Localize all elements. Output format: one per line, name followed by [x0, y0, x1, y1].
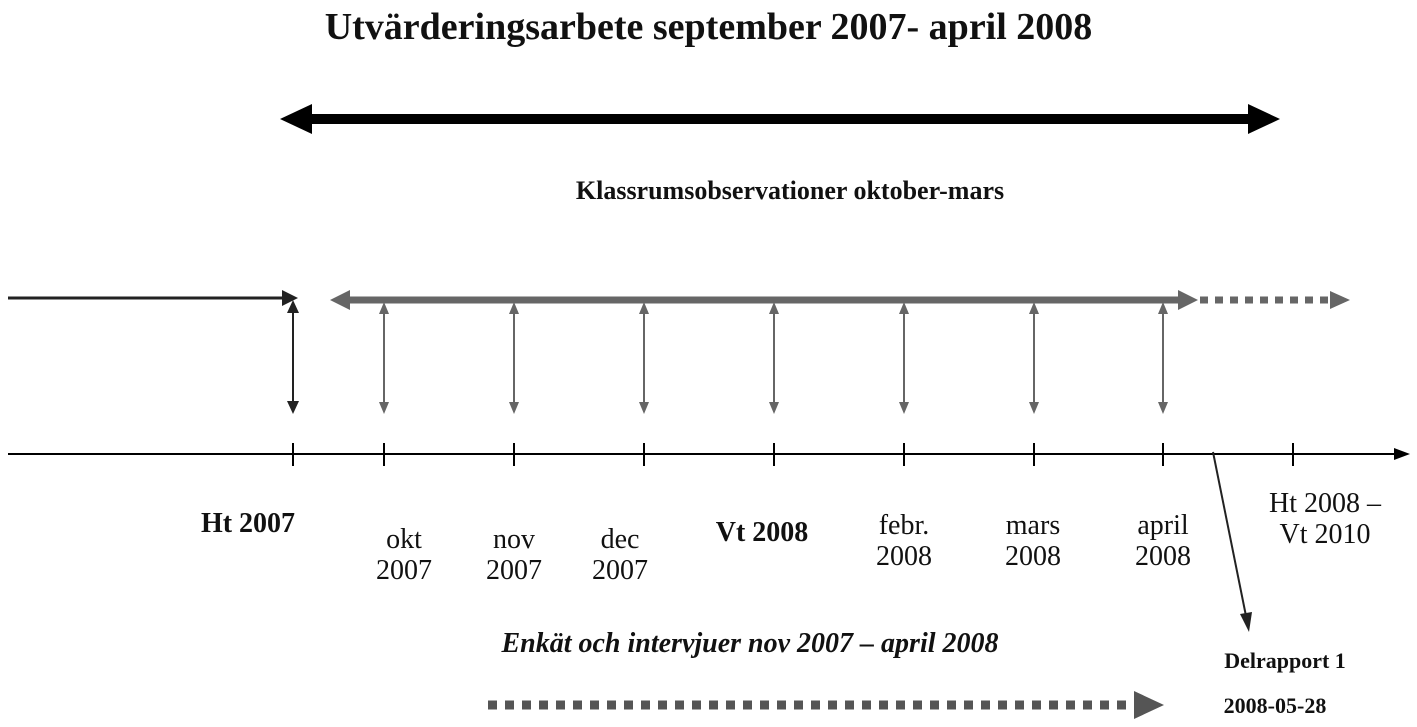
label-future-line2: Vt 2010 — [1279, 519, 1371, 551]
label-dec-month: dec — [600, 524, 640, 555]
observation-label: Klassrumsobservationer oktober-mars — [575, 176, 1005, 205]
label-okt-year: 2007 — [376, 555, 432, 587]
label-febr-month: febr. — [878, 510, 930, 541]
connector-ht2007 — [287, 300, 299, 414]
connector-nov — [509, 302, 519, 414]
lead-in-arrow — [8, 290, 298, 306]
connector-febr — [899, 302, 909, 414]
label-april — [1113, 510, 1213, 573]
survey-label: Enkät och intervjuer nov 2007 – april 2008 — [501, 628, 999, 659]
continuation-dotted-arrow — [1200, 291, 1350, 309]
vertical-connectors — [287, 300, 1168, 414]
label-okt — [354, 524, 454, 587]
label-nov — [464, 524, 564, 587]
label-febr — [854, 510, 954, 573]
connector-april — [1158, 302, 1168, 414]
survey-period-dotted-arrow — [488, 691, 1164, 719]
connector-mars — [1029, 302, 1039, 414]
timeline-axis — [8, 443, 1410, 466]
report-pointer-arrow — [1213, 452, 1252, 632]
label-future — [1250, 488, 1400, 551]
label-dec-year: 2007 — [592, 555, 648, 587]
label-mars-year: 2008 — [1005, 541, 1061, 573]
label-vt2008: Vt 2008 — [715, 517, 809, 548]
report-name: Delrapport 1 — [1224, 648, 1346, 673]
label-april-year: 2008 — [1135, 541, 1191, 573]
label-mars-month: mars — [1005, 510, 1061, 541]
observation-period-arrow — [330, 290, 1198, 310]
evaluation-period-arrow — [280, 104, 1280, 134]
report-date: 2008-05-28 — [1223, 693, 1327, 718]
connector-dec — [639, 302, 649, 414]
label-ht2007: Ht 2007 — [200, 508, 296, 539]
label-mars — [983, 510, 1083, 573]
diagram-title: Utvärderingsarbete september 2007- april 2008 — [324, 6, 1093, 48]
label-nov-year: 2007 — [486, 555, 542, 587]
connector-vt2008 — [769, 302, 779, 414]
label-febr-year: 2008 — [876, 541, 932, 573]
connector-okt — [379, 302, 389, 414]
label-future-line1: Ht 2008 – — [1269, 488, 1381, 519]
label-dec — [570, 524, 670, 587]
label-okt-month: okt — [386, 524, 422, 555]
label-nov-month: nov — [493, 524, 535, 555]
label-april-month: april — [1137, 510, 1189, 541]
